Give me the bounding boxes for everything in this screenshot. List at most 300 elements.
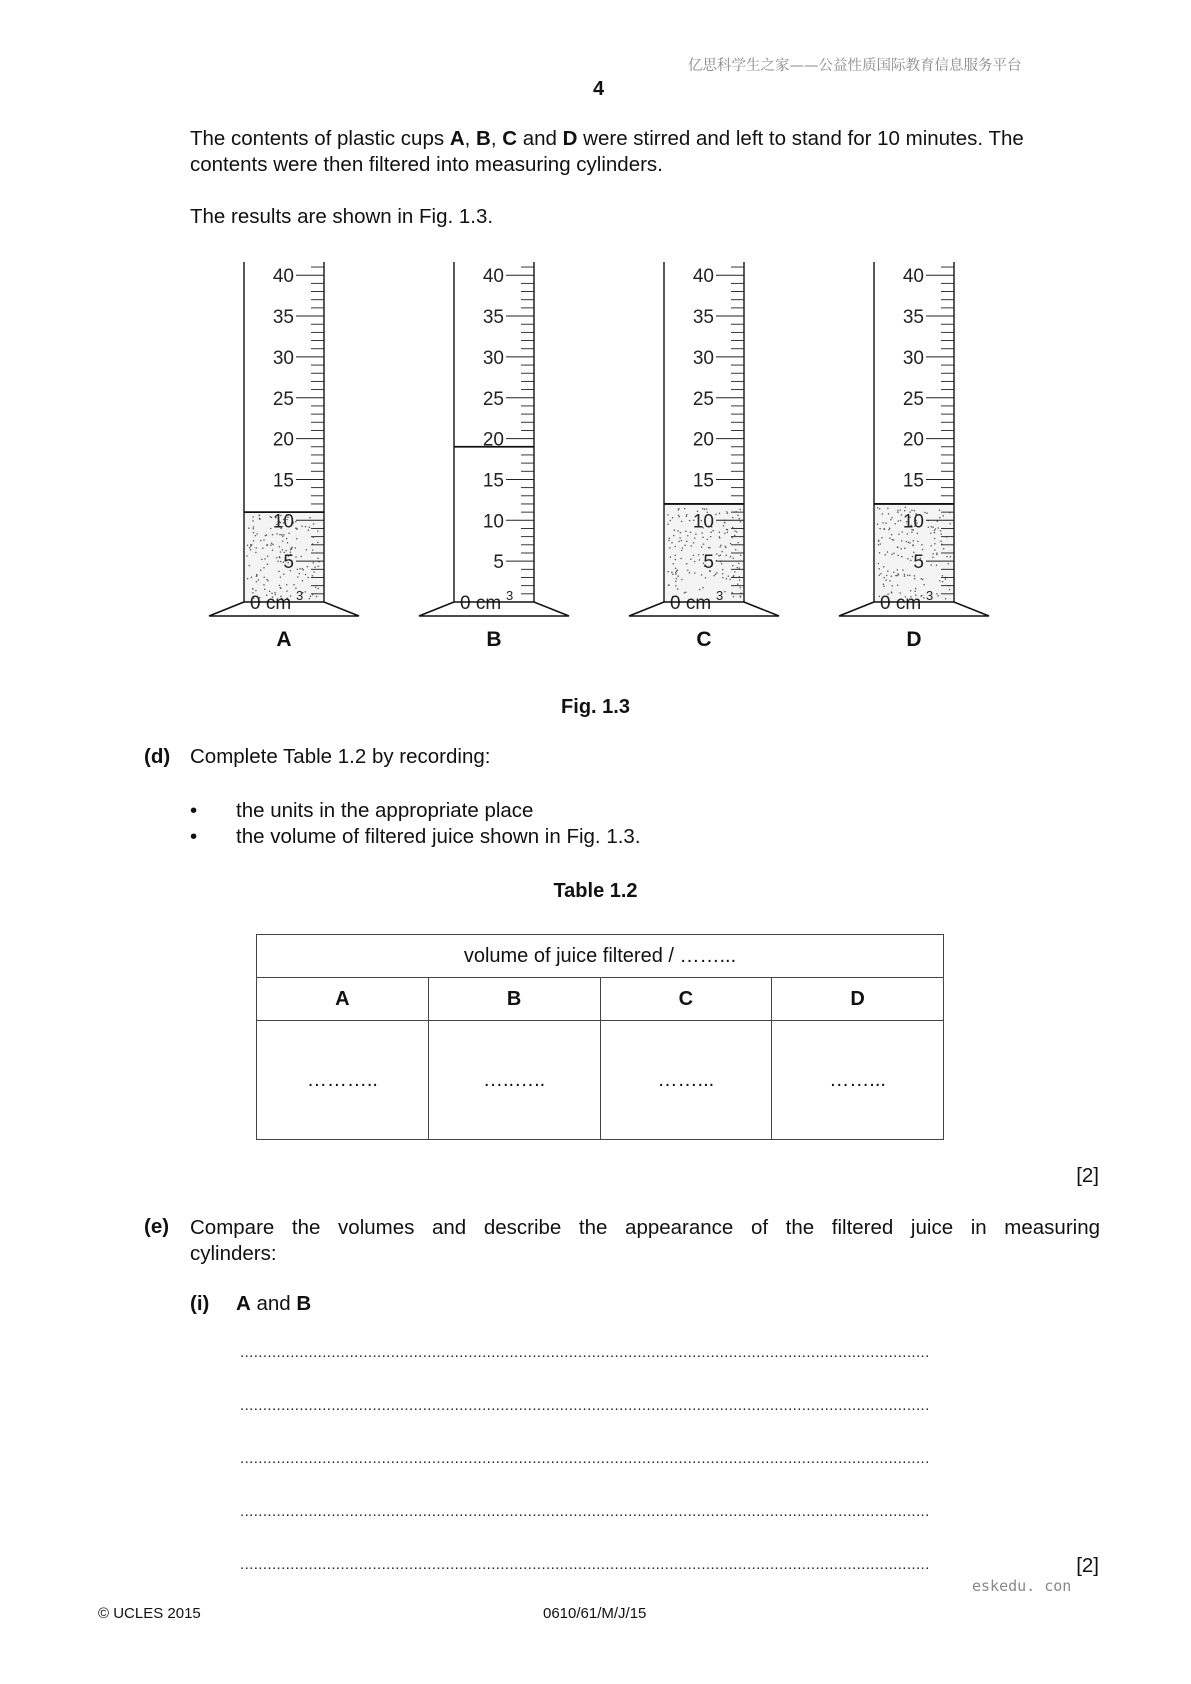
sediment-particle	[260, 570, 262, 572]
sediment-particle	[678, 516, 680, 518]
sediment-particle	[279, 546, 281, 548]
sediment-particle	[883, 586, 885, 588]
sediment-particle	[310, 596, 312, 598]
sediment-particle	[716, 553, 718, 555]
sediment-particle	[312, 562, 314, 564]
answer-line[interactable]: .......................................................................................................................................................	[240, 1344, 930, 1361]
sediment-particle	[668, 584, 670, 586]
sediment-particle	[248, 565, 250, 567]
sediment-particle	[279, 556, 281, 558]
sediment-particle	[726, 529, 728, 531]
sediment-particle	[255, 535, 257, 537]
sediment-particle	[262, 547, 264, 549]
sediment-particle	[939, 580, 941, 582]
sediment-particle	[928, 526, 930, 528]
sediment-particle	[727, 513, 729, 515]
sediment-particle	[877, 507, 879, 509]
sediment-particle	[721, 563, 723, 565]
sediment-particle	[879, 528, 881, 530]
question-d-text: Complete Table 1.2 by recording:	[190, 745, 491, 768]
sediment-particle	[269, 591, 271, 593]
sediment-particle	[678, 509, 680, 511]
sediment-particle	[279, 585, 281, 587]
sediment-particle	[675, 572, 677, 574]
sediment-particle	[921, 544, 923, 546]
sediment-particle	[910, 590, 912, 592]
sediment-particle	[669, 537, 671, 539]
sediment-particle	[722, 569, 724, 571]
sediment-particle	[710, 536, 712, 538]
sediment-particle	[883, 583, 885, 585]
sediment-particle	[301, 525, 303, 527]
sediment-particle	[909, 575, 911, 577]
sediment-particle	[675, 573, 677, 575]
tick-label: 15	[692, 470, 714, 492]
tick-label: 15	[902, 470, 924, 492]
sediment-particle	[900, 520, 902, 522]
answer-cell[interactable]: ……...	[772, 1021, 944, 1140]
sediment-particle	[267, 580, 269, 582]
sediment-particle	[915, 588, 917, 590]
sediment-particle	[677, 570, 679, 572]
column-header: C	[600, 978, 772, 1021]
sediment-particle	[734, 535, 736, 537]
sediment-particle	[932, 553, 934, 555]
answer-line[interactable]: .......................................................................................................................................................	[240, 1397, 930, 1414]
sediment-particle	[684, 508, 686, 510]
sediment-particle	[681, 550, 683, 552]
sediment-particle	[681, 521, 683, 523]
sediment-particle	[940, 540, 942, 542]
sediment-particle	[907, 558, 909, 560]
sediment-particle	[726, 554, 728, 556]
sediment-particle	[735, 549, 737, 551]
sediment-particle	[684, 545, 686, 547]
sediment-particle	[888, 529, 890, 531]
tick-label: 20	[272, 429, 294, 451]
sediment-particle	[905, 506, 907, 508]
sediment-particle	[701, 546, 703, 548]
sediment-particle	[937, 527, 939, 529]
sediment-particle	[689, 520, 691, 522]
sediment-particle	[280, 551, 282, 553]
sediment-particle	[726, 578, 728, 580]
sediment-particle	[306, 549, 308, 551]
sediment-particle	[681, 540, 683, 542]
sediment-particle	[673, 535, 675, 537]
sediment-particle	[904, 548, 906, 550]
sediment-particle	[698, 554, 700, 556]
sediment-particle	[889, 537, 891, 539]
sediment-particle	[893, 571, 895, 573]
sediment-particle	[897, 512, 899, 514]
sediment-particle	[276, 533, 278, 535]
sediment-particle	[317, 588, 319, 590]
sediment-particle	[247, 545, 249, 547]
sediment-particle	[715, 574, 717, 576]
sediment-particle	[740, 596, 742, 598]
sediment-particle	[737, 514, 739, 516]
sediment-particle	[280, 576, 282, 578]
sediment-particle	[253, 528, 255, 530]
sediment-particle	[943, 548, 945, 550]
sediment-particle	[679, 537, 681, 539]
sediment-particle	[729, 579, 731, 581]
sediment-particle	[897, 546, 899, 548]
sediment-particle	[293, 584, 295, 586]
sediment-particle	[934, 530, 936, 532]
sediment-particle	[942, 515, 944, 517]
part-i-label: (i)	[190, 1292, 210, 1315]
sediment-particle	[702, 508, 704, 510]
sediment-particle	[302, 580, 304, 582]
sediment-particle	[721, 551, 723, 553]
sediment-particle	[699, 559, 701, 561]
sediment-particle	[305, 574, 307, 576]
sediment-particle	[272, 534, 274, 536]
sediment-particle	[893, 552, 895, 554]
question-e-text-line1: Compare the volumes and describe the appearance of the filtered juice in measuring	[190, 1216, 1100, 1239]
tick-label: 30	[482, 347, 504, 369]
sediment-particle	[680, 532, 682, 534]
sediment-particle	[316, 596, 318, 598]
sediment-particle	[720, 545, 722, 547]
sediment-particle	[914, 578, 916, 580]
sediment-particle	[722, 577, 724, 579]
sediment-particle	[739, 567, 741, 569]
sediment-particle	[931, 526, 933, 528]
sediment-particle	[286, 584, 288, 586]
sediment-particle	[317, 542, 319, 544]
sediment-particle	[317, 558, 319, 560]
footer-watermark: eskedu. con	[972, 1577, 1072, 1595]
sediment-particle	[674, 546, 676, 548]
sediment-particle	[707, 539, 709, 541]
cylinder-label: A	[276, 628, 292, 651]
sediment-particle	[724, 522, 726, 524]
sediment-particle	[877, 523, 879, 525]
sediment-particle	[706, 508, 708, 510]
sediment-particle	[283, 534, 285, 536]
tick-label: 15	[482, 470, 504, 492]
zero-label-superscript: 3	[506, 588, 514, 603]
sediment-particle	[932, 556, 934, 558]
answer-cell[interactable]: ……...	[600, 1021, 772, 1140]
sediment-particle	[732, 557, 734, 559]
answer-line[interactable]: .......................................................................................................................................................	[240, 1450, 930, 1467]
sediment-particle	[723, 525, 725, 527]
sediment-particle	[675, 568, 677, 570]
tick-label: 20	[482, 429, 504, 451]
sediment-particle	[705, 577, 707, 579]
sediment-particle	[739, 587, 741, 589]
sediment-particle	[280, 561, 282, 563]
sediment-particle	[276, 557, 278, 559]
zero-label-superscript: 3	[716, 588, 724, 603]
sediment-particle	[270, 544, 272, 546]
sediment-particle	[709, 547, 711, 549]
tick-label: 40	[902, 266, 924, 288]
sediment-particle	[312, 549, 314, 551]
sediment-particle	[740, 521, 742, 523]
sediment-particle	[678, 514, 680, 516]
sediment-particle	[882, 513, 884, 515]
part-i-text: A and B	[236, 1292, 312, 1315]
sediment-particle	[897, 584, 899, 586]
tick-label: 25	[482, 388, 504, 410]
sediment-particle	[282, 535, 284, 537]
sediment-particle	[935, 528, 937, 530]
sediment-particle	[267, 544, 269, 546]
sediment-particle	[307, 566, 309, 568]
sediment-particle	[313, 571, 315, 573]
sediment-particle	[255, 590, 257, 592]
sediment-particle	[900, 548, 902, 550]
sediment-particle	[272, 544, 274, 546]
sediment-particle	[676, 578, 678, 580]
sediment-particle	[728, 575, 730, 577]
sediment-particle	[668, 540, 670, 542]
sediment-particle	[686, 540, 688, 542]
sediment-particle	[295, 521, 297, 523]
sediment-particle	[693, 542, 695, 544]
sediment-particle	[719, 512, 721, 514]
sediment-particle	[266, 579, 268, 581]
sediment-particle	[901, 540, 903, 542]
sediment-particle	[716, 572, 718, 574]
sediment-particle	[902, 569, 904, 571]
sediment-particle	[309, 598, 311, 600]
sediment-particle	[720, 555, 722, 557]
sediment-particle	[881, 537, 883, 539]
sediment-particle	[880, 573, 882, 575]
sediment-particle	[732, 565, 734, 567]
sediment-particle	[713, 575, 715, 577]
sediment-particle	[726, 511, 728, 513]
sediment-particle	[675, 554, 677, 556]
sediment-particle	[675, 559, 677, 561]
sediment-particle	[253, 532, 255, 534]
sediment-particle	[890, 519, 892, 521]
sediment-particle	[252, 520, 254, 522]
sediment-particle	[672, 573, 674, 575]
sediment-particle	[671, 542, 673, 544]
column-header: B	[428, 978, 600, 1021]
sediment-particle	[315, 587, 317, 589]
sediment-particle	[731, 592, 733, 594]
tick-label: 30	[902, 347, 924, 369]
sediment-particle	[939, 517, 941, 519]
sediment-particle	[317, 565, 319, 567]
sediment-particle	[690, 559, 692, 561]
sediment-particle	[280, 587, 282, 589]
sediment-particle	[667, 571, 669, 573]
answer-line[interactable]: .......................................................................................................................................................	[240, 1503, 930, 1520]
sediment-particle	[694, 572, 696, 574]
question-e-label: (e)	[144, 1215, 170, 1238]
sediment-particle	[261, 559, 263, 561]
sediment-particle	[894, 523, 896, 525]
sediment-particle	[738, 563, 740, 565]
sediment-particle	[930, 545, 932, 547]
sediment-particle	[909, 542, 911, 544]
sediment-particle	[695, 533, 697, 535]
answer-cell[interactable]: …..…..	[428, 1021, 600, 1140]
bullet-item: • the volume of filtered juice shown in Fig. 1.3.	[190, 825, 641, 848]
sediment-particle	[296, 538, 298, 540]
sediment-particle	[950, 556, 952, 558]
sediment-particle	[914, 575, 916, 577]
sediment-particle	[917, 533, 919, 535]
sediment-particle	[277, 561, 279, 563]
sediment-particle	[898, 534, 900, 536]
tick-label: 25	[692, 388, 714, 410]
tick-label: 35	[482, 307, 504, 329]
zero-label: 0 cm	[250, 593, 292, 614]
sediment-particle	[265, 535, 267, 537]
sediment-particle	[887, 570, 889, 572]
sediment-particle	[250, 549, 252, 551]
sediment-particle	[673, 563, 675, 565]
sediment-particle	[891, 534, 893, 536]
sediment-particle	[739, 579, 741, 581]
column-header: D	[772, 978, 944, 1021]
zero-label: 0 cm	[670, 593, 712, 614]
sediment-particle	[893, 539, 895, 541]
column-header: A	[257, 978, 429, 1021]
sediment-particle	[309, 517, 311, 519]
sediment-particle	[287, 542, 289, 544]
question-e-text-line2: cylinders:	[190, 1242, 277, 1265]
sediment-particle	[885, 522, 887, 524]
sediment-particle	[921, 578, 923, 580]
sediment-particle	[299, 573, 301, 575]
sediment-particle	[305, 591, 307, 593]
sediment-particle	[669, 547, 671, 549]
sediment-particle	[249, 547, 251, 549]
sediment-particle	[738, 518, 740, 520]
sediment-particle	[924, 512, 926, 514]
tick-label: 10	[902, 511, 924, 533]
sediment-particle	[278, 571, 280, 573]
sediment-particle	[888, 513, 890, 515]
sediment-particle	[883, 566, 885, 568]
sediment-particle	[678, 508, 680, 510]
sediment-particle	[879, 574, 881, 576]
sediment-particle	[677, 588, 679, 590]
sediment-particle	[897, 555, 899, 557]
sediment-particle	[247, 578, 249, 580]
sediment-particle	[300, 556, 302, 558]
sediment-particle	[879, 508, 881, 510]
cylinder-label: C	[696, 628, 712, 651]
sediment-particle	[699, 589, 701, 591]
sediment-particle	[296, 529, 298, 531]
sediment-particle	[279, 534, 281, 536]
tick-label: 10	[482, 511, 504, 533]
sediment-particle	[286, 538, 288, 540]
sediment-particle	[675, 581, 677, 583]
sediment-particle	[734, 571, 736, 573]
sediment-particle	[887, 507, 889, 509]
sediment-particle	[922, 579, 924, 581]
sediment-particle	[690, 532, 692, 534]
sediment-particle	[891, 585, 893, 587]
sediment-particle	[708, 547, 710, 549]
sediment-particle	[295, 527, 297, 529]
sediment-particle	[258, 579, 260, 581]
sediment-particle	[670, 520, 672, 522]
sediment-particle	[914, 591, 916, 593]
sediment-particle	[946, 556, 948, 558]
sediment-particle	[288, 532, 290, 534]
sediment-particle	[878, 563, 880, 565]
sediment-particle	[730, 543, 732, 545]
sediment-particle	[891, 539, 893, 541]
sediment-particle	[904, 574, 906, 576]
header-watermark: 亿思科学生之家——公益性质国际教育信息服务平台	[688, 58, 1022, 74]
sediment-particle	[295, 547, 297, 549]
sediment-particle	[718, 555, 720, 557]
answer-line[interactable]: .......................................................................................................................................................	[240, 1556, 930, 1573]
sediment-particle	[733, 576, 735, 578]
sediment-particle	[256, 574, 258, 576]
sediment-particle	[671, 571, 673, 573]
sediment-particle	[283, 573, 285, 575]
tick-label: 5	[703, 552, 714, 574]
sediment-particle	[942, 575, 944, 577]
sediment-particle	[936, 554, 938, 556]
sediment-particle	[317, 530, 319, 532]
sediment-particle	[949, 523, 951, 525]
zero-label-superscript: 3	[926, 588, 934, 603]
sediment-particle	[308, 529, 310, 531]
sediment-particle	[251, 577, 253, 579]
cylinder-label: B	[486, 628, 502, 651]
sediment-particle	[936, 552, 938, 554]
sediment-particle	[297, 569, 299, 571]
sediment-particle	[719, 546, 721, 548]
sediment-particle	[724, 546, 726, 548]
sediment-particle	[248, 527, 250, 529]
sediment-particle	[891, 575, 893, 577]
sediment-particle	[904, 575, 906, 577]
sediment-particle	[727, 532, 729, 534]
tick-label: 5	[493, 552, 504, 574]
sediment-particle	[886, 575, 888, 577]
answer-cell[interactable]: ………..	[257, 1021, 429, 1140]
sediment-particle	[899, 509, 901, 511]
sediment-particle	[675, 585, 677, 587]
sediment-particle	[693, 555, 695, 557]
sediment-particle	[255, 552, 257, 554]
tick-label: 35	[272, 307, 294, 329]
sediment-particle	[898, 520, 900, 522]
bullet-item: • the units in the appropriate place	[190, 799, 534, 822]
sediment-particle	[307, 577, 309, 579]
sediment-particle	[737, 542, 739, 544]
page-number: 4	[593, 78, 605, 100]
sediment-particle	[253, 526, 255, 528]
sediment-particle	[739, 509, 741, 511]
sediment-particle	[930, 564, 932, 566]
sediment-particle	[686, 563, 688, 565]
sediment-particle	[907, 575, 909, 577]
sediment-particle	[686, 516, 688, 518]
volume-table	[256, 934, 944, 1140]
sediment-particle	[677, 530, 679, 532]
tick-label: 10	[272, 511, 294, 533]
